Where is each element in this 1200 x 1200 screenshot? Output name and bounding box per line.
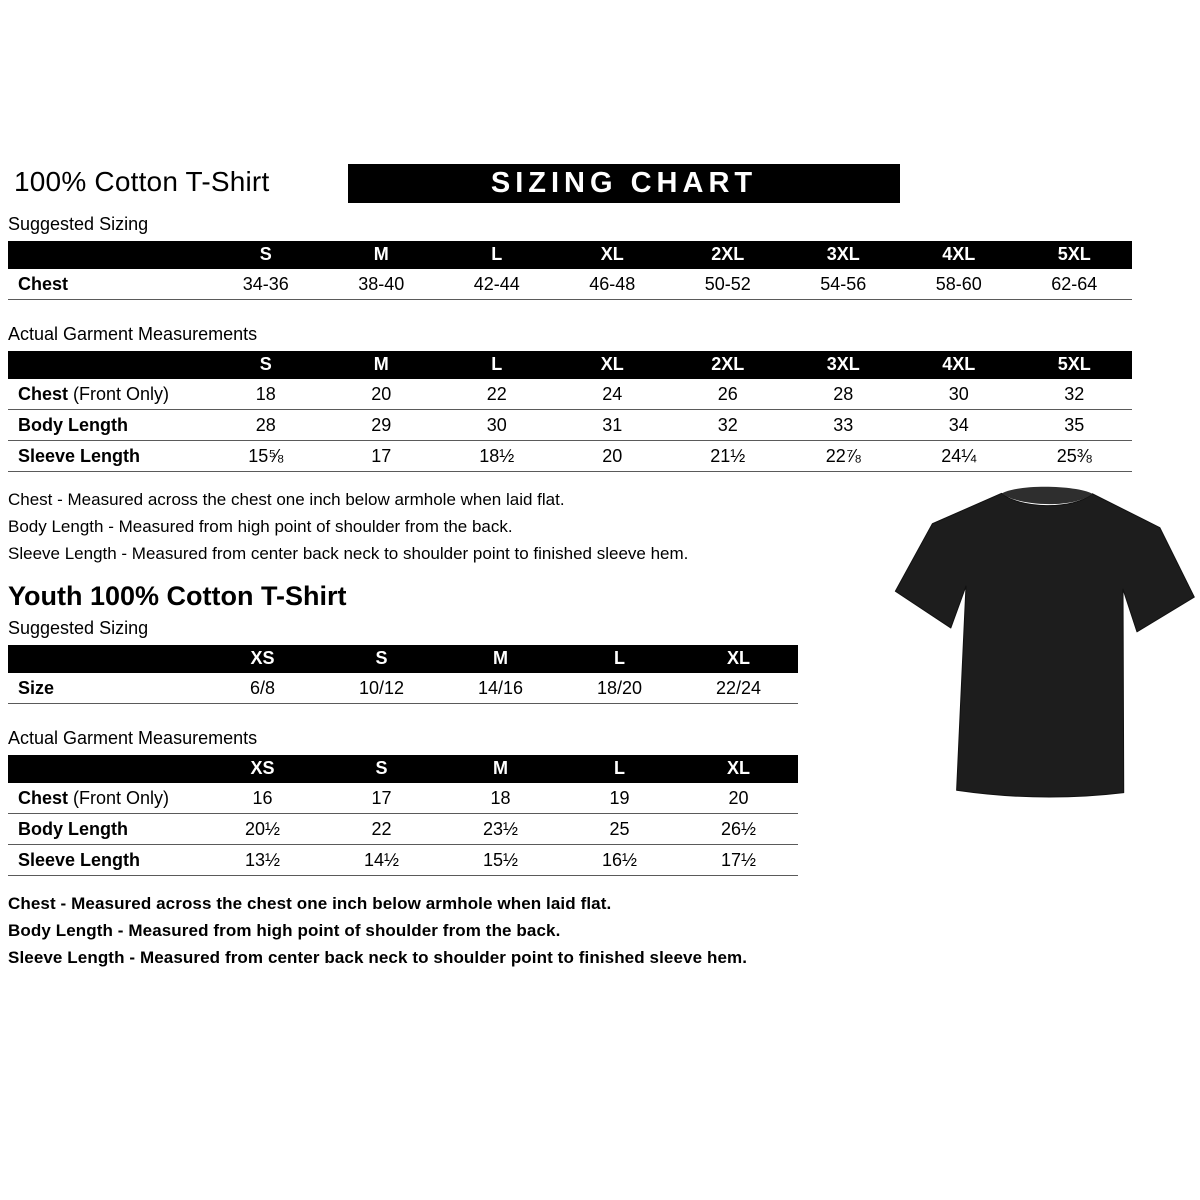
measurement-value-cell: 38-40 xyxy=(324,269,440,300)
measurement-value-cell: 28 xyxy=(208,410,324,441)
measurement-value-cell: 32 xyxy=(670,410,786,441)
size-column-header: M xyxy=(441,755,560,783)
measurement-value-cell: 17½ xyxy=(679,845,798,876)
size-column-header: 2XL xyxy=(670,241,786,269)
measurement-row-label: Sleeve Length xyxy=(8,845,203,876)
measurement-value-cell: 22⅞ xyxy=(786,441,902,472)
measurement-value-cell: 30 xyxy=(439,410,555,441)
adult-actual-measurements-label: Actual Garment Measurements xyxy=(8,324,258,344)
size-column-header: XL xyxy=(679,755,798,783)
header-corner-cell xyxy=(8,755,203,783)
adult-suggested-sizing-label: Suggested Sizing xyxy=(8,214,149,234)
measurement-value-cell: 30 xyxy=(901,379,1017,410)
size-column-header: L xyxy=(439,241,555,269)
size-column-header: XL xyxy=(679,645,798,673)
measurement-row-label: Chest (Front Only) xyxy=(8,783,203,814)
header-corner-cell xyxy=(8,241,208,269)
measurement-value-cell: 18½ xyxy=(439,441,555,472)
measurement-value-cell: 22 xyxy=(439,379,555,410)
measurement-value-cell: 20 xyxy=(324,379,440,410)
measurement-row-label: Chest xyxy=(8,269,208,300)
size-column-header: XL xyxy=(555,351,671,379)
size-column-header: 3XL xyxy=(786,241,902,269)
measurement-value-cell: 19 xyxy=(560,783,679,814)
measurement-value-cell: 35 xyxy=(1017,410,1133,441)
measurement-value-cell: 24¼ xyxy=(901,441,1017,472)
size-column-header: S xyxy=(322,755,441,783)
size-column-header: L xyxy=(560,755,679,783)
size-column-header: S xyxy=(208,241,324,269)
measurement-value-cell: 62-64 xyxy=(1017,269,1133,300)
size-column-header: XS xyxy=(203,755,322,783)
note-body-length: Body Length - Measured from high point of shoulder from the back. xyxy=(8,921,561,940)
measurement-value-cell: 29 xyxy=(324,410,440,441)
adult-section-header xyxy=(8,164,1132,208)
tshirt-silhouette xyxy=(889,472,1200,818)
measurement-value-cell: 42-44 xyxy=(439,269,555,300)
measurement-value-cell: 23½ xyxy=(441,814,560,845)
measurement-value-cell: 33 xyxy=(786,410,902,441)
measurement-value-cell: 25⅜ xyxy=(1017,441,1133,472)
note-chest: Chest - Measured across the chest one inch below armhole when laid flat. xyxy=(8,894,612,913)
adult-suggested-sizing xyxy=(8,241,1132,300)
measurement-value-cell: 34 xyxy=(901,410,1017,441)
measurement-value-cell: 14/16 xyxy=(441,673,560,704)
measurement-value-cell: 28 xyxy=(786,379,902,410)
measurement-row-label: Body Length xyxy=(8,410,208,441)
measurement-value-cell: 32 xyxy=(1017,379,1133,410)
youth-actual-measurements-grid xyxy=(8,755,798,876)
youth-actual-measurements xyxy=(8,755,798,876)
measurement-value-cell: 18 xyxy=(208,379,324,410)
measurement-value-cell: 31 xyxy=(555,410,671,441)
measurement-value-cell: 54-56 xyxy=(786,269,902,300)
page-title: 100% Cotton T-Shirt xyxy=(14,166,270,197)
size-column-header: 5XL xyxy=(1017,241,1133,269)
measurement-value-cell: 17 xyxy=(324,441,440,472)
measurement-value-cell: 26 xyxy=(670,379,786,410)
measurement-row-label: Size xyxy=(8,673,203,704)
size-column-header: 4XL xyxy=(901,351,1017,379)
measurement-value-cell: 16½ xyxy=(560,845,679,876)
measurement-value-cell: 13½ xyxy=(203,845,322,876)
measurement-value-cell: 14½ xyxy=(322,845,441,876)
size-column-header: 2XL xyxy=(670,351,786,379)
measurement-value-cell: 34-36 xyxy=(208,269,324,300)
size-column-header: L xyxy=(560,645,679,673)
youth-suggested-sizing-label: Suggested Sizing xyxy=(8,618,149,638)
measurement-value-cell: 20 xyxy=(555,441,671,472)
measurement-value-cell: 46-48 xyxy=(555,269,671,300)
youth-section-title: Youth 100% Cotton T-Shirt xyxy=(8,581,347,611)
size-column-header: 4XL xyxy=(901,241,1017,269)
note-sleeve-length: Sleeve Length - Measured from center back neck to shoulder point to finished sleeve hem. xyxy=(8,544,689,563)
measurement-value-cell: 15½ xyxy=(441,845,560,876)
measurement-value-cell: 15⅝ xyxy=(208,441,324,472)
measurement-value-cell: 21½ xyxy=(670,441,786,472)
header-corner-cell xyxy=(8,645,203,673)
measurement-value-cell: 58-60 xyxy=(901,269,1017,300)
size-column-header: M xyxy=(324,351,440,379)
size-column-header: 5XL xyxy=(1017,351,1133,379)
size-column-header: XL xyxy=(555,241,671,269)
size-column-header: L xyxy=(439,351,555,379)
measurement-value-cell: 16 xyxy=(203,783,322,814)
youth-actual-measurements-label: Actual Garment Measurements xyxy=(8,728,258,748)
size-column-header: M xyxy=(441,645,560,673)
measurement-row-label: Body Length xyxy=(8,814,203,845)
sizing-chart-banner: SIZING CHART xyxy=(348,164,900,203)
measurement-value-cell: 6/8 xyxy=(203,673,322,704)
measurement-value-cell: 50-52 xyxy=(670,269,786,300)
size-column-header: S xyxy=(322,645,441,673)
adult-actual-measurements-grid xyxy=(8,351,1132,472)
measurement-value-cell: 22/24 xyxy=(679,673,798,704)
measurement-value-cell: 18/20 xyxy=(560,673,679,704)
measurement-value-cell: 20½ xyxy=(203,814,322,845)
adult-suggested-sizing-grid xyxy=(8,241,1132,300)
note-body-length: Body Length - Measured from high point of shoulder from the back. xyxy=(8,517,513,536)
youth-suggested-sizing xyxy=(8,645,798,704)
measurement-value-cell: 22 xyxy=(322,814,441,845)
measurement-value-cell: 18 xyxy=(441,783,560,814)
size-column-header: M xyxy=(324,241,440,269)
measurement-value-cell: 24 xyxy=(555,379,671,410)
measurement-row-label: Chest (Front Only) xyxy=(8,379,208,410)
measurement-value-cell: 20 xyxy=(679,783,798,814)
youth-suggested-sizing-grid xyxy=(8,645,798,704)
measurement-value-cell: 17 xyxy=(322,783,441,814)
size-column-header: 3XL xyxy=(786,351,902,379)
size-column-header: XS xyxy=(203,645,322,673)
measurement-value-cell: 25 xyxy=(560,814,679,845)
youth-measurement-notes xyxy=(8,890,1132,971)
size-column-header: S xyxy=(208,351,324,379)
adult-actual-measurements xyxy=(8,351,1132,472)
measurement-row-label: Sleeve Length xyxy=(8,441,208,472)
youth-section xyxy=(8,618,798,876)
note-sleeve-length: Sleeve Length - Measured from center back neck to shoulder point to finished sleeve hem. xyxy=(8,948,748,967)
black-tshirt-image xyxy=(889,472,1200,818)
header-corner-cell xyxy=(8,351,208,379)
note-chest: Chest - Measured across the chest one inch below armhole when laid flat. xyxy=(8,490,565,509)
measurement-value-cell: 10/12 xyxy=(322,673,441,704)
measurement-value-cell: 26½ xyxy=(679,814,798,845)
tshirt-body-shape xyxy=(890,489,1197,801)
